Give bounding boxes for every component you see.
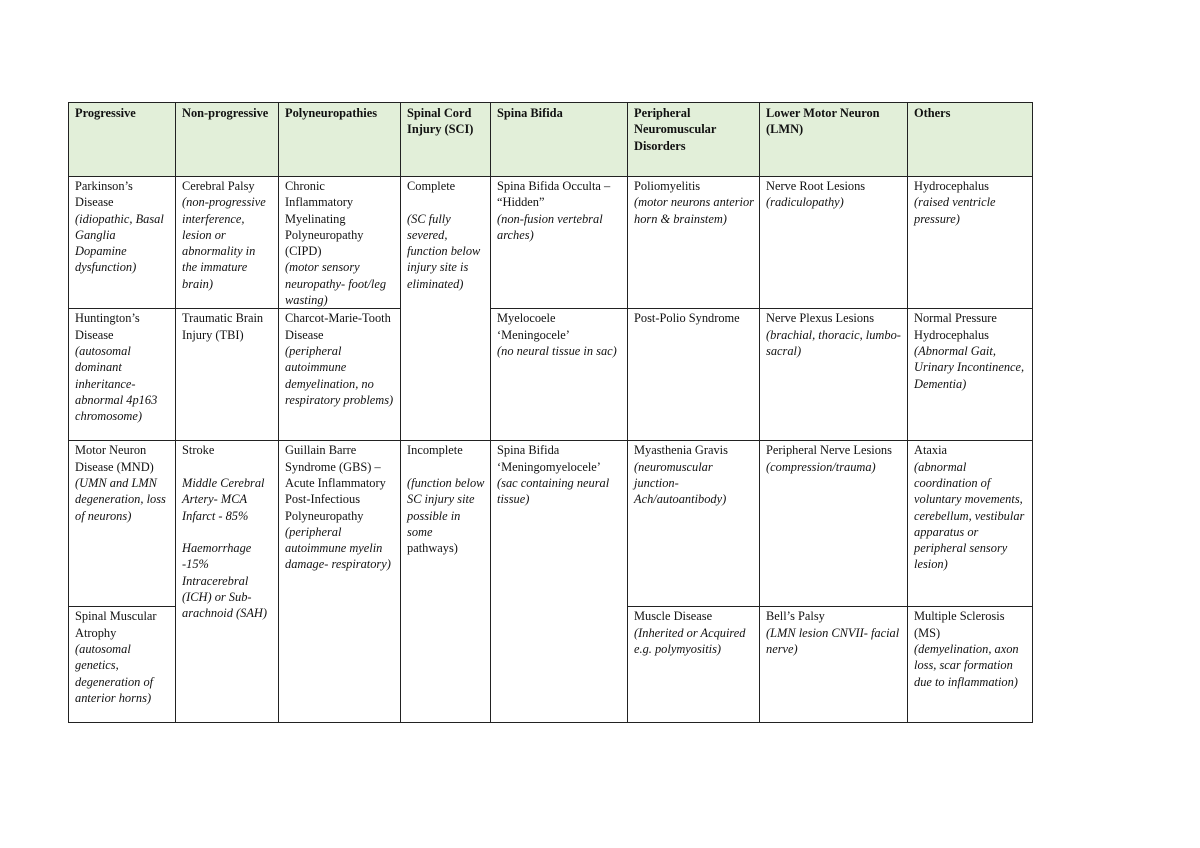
- cell-cipd: [279, 177, 401, 309]
- condition-name: Incomplete: [407, 443, 463, 458]
- cell-myelocoele: [491, 309, 628, 441]
- header-progressive: Progressive: [69, 103, 176, 177]
- condition-detail: (brachial, thoracic, lumbo-sacral): [766, 327, 901, 358]
- cell-nerve-root-lesions: [760, 177, 908, 309]
- condition-detail: (non-progressive interference, lesion or abnormality in the immature brain): [182, 195, 266, 291]
- cell-meningomyelocele: [491, 441, 628, 723]
- condition-name: Hydrocephalus: [914, 179, 990, 193]
- condition-name: Nerve Plexus Lesions: [766, 311, 875, 326]
- spacer: [407, 194, 485, 210]
- condition-name: Spinal Muscular Atrophy: [75, 609, 157, 640]
- header-spina-bifida: Spina Bifida: [491, 103, 628, 177]
- condition-detail: (UMN and LMN degeneration, loss of neurons): [75, 475, 166, 523]
- condition-detail: (motor neurons anterior horn & brainstem): [634, 195, 755, 226]
- condition-name: Normal Pressure Hydrocephalus: [914, 311, 997, 342]
- cell-poliomyelitis: [628, 177, 760, 309]
- cell-post-polio: [628, 309, 760, 441]
- condition-detail: (non-fusion vertebral arches): [497, 211, 603, 242]
- condition-name: Poliomyelitis: [634, 179, 701, 193]
- condition-detail: Haemorrhage -15% Intracerebral (ICH) or Sub-arachnoid (SAH): [182, 541, 267, 621]
- condition-name: Charcot-Marie-Tooth Disease: [285, 311, 391, 342]
- header-others: Others: [908, 103, 1033, 177]
- condition-name: Post-Polio Syndrome: [634, 311, 740, 326]
- spacer: [407, 459, 485, 475]
- condition-name: Spina Bifida Occulta – “Hidden”: [497, 179, 611, 210]
- cell-hydrocephalus: [908, 177, 1033, 309]
- table-row: [69, 177, 1033, 309]
- header-lower-motor-neuron: Lower Motor Neuron (LMN): [760, 103, 908, 177]
- condition-name: Myasthenia Gravis: [634, 443, 728, 458]
- condition-detail: (autosomal genetics, degeneration of anterior horns): [75, 641, 154, 705]
- condition-name: Complete: [407, 179, 456, 193]
- table-row: [69, 309, 1033, 441]
- cell-stroke: [176, 441, 279, 723]
- cell-multiple-sclerosis: [908, 607, 1033, 723]
- spacer: [182, 524, 273, 540]
- condition-detail: (motor sensory neuropathy- foot/leg wasting): [285, 260, 387, 308]
- condition-detail: Middle Cerebral Artery- MCA Infarct - 85%: [182, 475, 265, 523]
- condition-detail: (demyelination, axon loss, scar formation due to inflammation): [914, 641, 1019, 689]
- table-row: [69, 441, 1033, 607]
- condition-name: Multiple Sclerosis (MS): [914, 609, 1005, 640]
- header-spinal-cord-injury: Spinal Cord Injury (SCI): [401, 103, 491, 177]
- header-peripheral-neuromuscular: Peripheral Neuromuscular Disorders: [628, 103, 760, 177]
- condition-detail: (peripheral autoimmune demyelination, no respiratory problems): [285, 343, 394, 407]
- condition-name: Motor Neuron Disease (MND): [75, 443, 154, 474]
- condition-detail: (SC fully severed, function below injury site is eliminated): [407, 211, 481, 291]
- condition-detail: (no neural tissue in sac): [497, 343, 617, 358]
- cell-muscle-disease: [628, 607, 760, 723]
- condition-detail: (sac containing neural tissue): [497, 475, 610, 507]
- condition-name: Cerebral Palsy: [182, 179, 255, 193]
- cell-bells-palsy: [760, 607, 908, 723]
- condition-name: Spina Bifida ‘Meningomyelocele’: [497, 443, 601, 474]
- condition-detail: (raised ventricle pressure): [914, 195, 996, 226]
- condition-name: Bell’s Palsy: [766, 609, 825, 624]
- condition-detail: (LMN lesion CNVII- facial nerve): [766, 625, 900, 656]
- condition-name: Traumatic Brain Injury (TBI): [182, 311, 264, 342]
- cell-gbs: [279, 441, 401, 723]
- cell-parkinsons: [69, 177, 176, 309]
- cell-spinal-muscular-atrophy: [69, 607, 176, 723]
- condition-detail: (function below SC injury site possible in some: [407, 475, 485, 539]
- condition-detail: (Inherited or Acquired e.g. polymyositis): [634, 625, 746, 656]
- condition-detail: (idiopathic, Basal Ganglia Dopamine dysfunction): [75, 211, 164, 275]
- condition-name: Chronic Inflammatory Myelinating Polyneuropathy (CIPD): [285, 179, 364, 259]
- cell-mnd: [69, 441, 176, 607]
- condition-detail: (neuromuscular junction- Ach/autoantibody): [634, 459, 727, 507]
- cell-sci-complete: [401, 177, 491, 441]
- condition-detail: (abnormal coordination of voluntary movements, cerebellum, vestibular apparatus or peripheral sensory lesion): [914, 459, 1025, 572]
- cell-sci-incomplete: [401, 441, 491, 723]
- cell-tbi: [176, 309, 279, 441]
- condition-name: Myelocoele ‘Meningocele’: [497, 311, 570, 342]
- cell-charcot-marie-tooth: [279, 309, 401, 441]
- cell-myasthenia-gravis: [628, 441, 760, 607]
- cell-normal-pressure-hydrocephalus: [908, 309, 1033, 441]
- condition-detail: (radiculopathy): [766, 195, 844, 210]
- condition-name: Muscle Disease: [634, 609, 713, 624]
- condition-name: Huntington’s Disease: [75, 311, 140, 342]
- cell-spina-bifida-occulta: [491, 177, 628, 309]
- condition-detail-tail: pathways): [407, 541, 458, 556]
- condition-detail: (autosomal dominant inheritance-abnormal 4p163 chromosome): [75, 343, 158, 424]
- spacer: [182, 459, 273, 475]
- condition-name: Nerve Root Lesions: [766, 179, 866, 193]
- cell-peripheral-nerve-lesions: [760, 441, 908, 607]
- cell-nerve-plexus-lesions: [760, 309, 908, 441]
- condition-name: Parkinson’s Disease: [75, 179, 133, 210]
- condition-detail: (peripheral autoimmune myelin damage- respiratory): [285, 524, 391, 572]
- cell-cerebral-palsy: [176, 177, 279, 309]
- cell-ataxia: [908, 441, 1033, 607]
- header-row: [69, 103, 1033, 177]
- conditions-table: [68, 102, 1033, 723]
- header-non-progressive: Non-progressive: [176, 103, 279, 177]
- cell-huntingtons: [69, 309, 176, 441]
- condition-detail: (compression/trauma): [766, 459, 876, 474]
- condition-name: Ataxia: [914, 443, 948, 458]
- condition-name: Guillain Barre Syndrome (GBS) – Acute Inflammatory Post-Infectious Polyneuropathy: [285, 443, 386, 523]
- header-polyneuropathies: Polyneuropathies: [279, 103, 401, 177]
- condition-name: Peripheral Nerve Lesions: [766, 443, 892, 458]
- condition-detail: (Abnormal Gait, Urinary Incontinence, Dementia): [914, 343, 1025, 391]
- condition-name: Stroke: [182, 443, 215, 458]
